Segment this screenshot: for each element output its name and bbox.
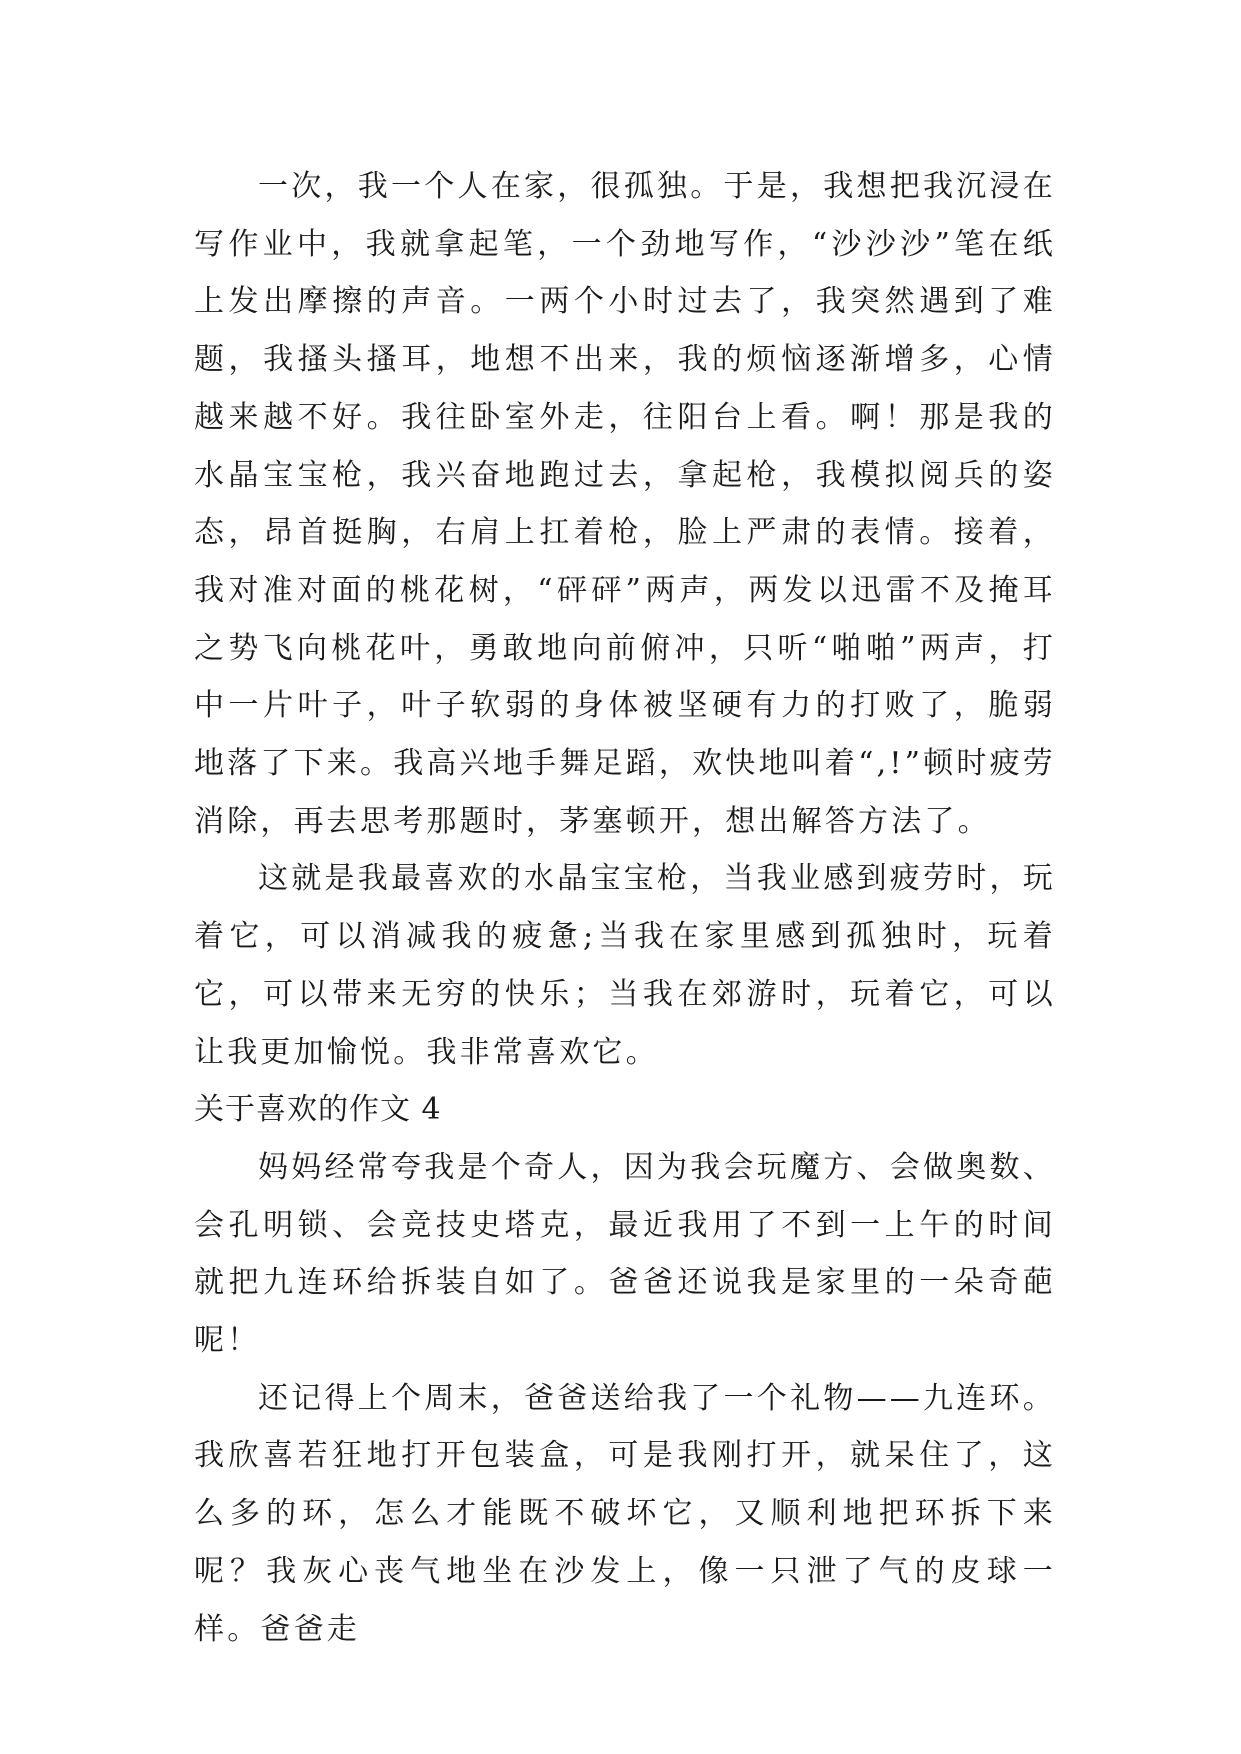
paragraph-conclusion: 这就是我最喜欢的水晶宝宝枪，当我业感到疲劳时，玩着它，可以消减我的疲惫;当我在家里感到孤独时，玩着它，可以带来无穷的快乐；当我在郊游时，玩着它，可以让我更加愉悦。我非常喜欢它。: [194, 861, 1056, 1070]
essay-heading: 关于喜欢的作文 4: [194, 1092, 442, 1128]
paragraph-toy-gun-story: 一次，我一个人在家，很孤独。于是，我想把我沉浸在写作业中，我就拿起笔，一个劲地写作，“沙沙沙”笔在纸上发出摩擦的声音。一两个小时过去了，我突然遇到了难题，我搔头搔耳，地想不出来，我的烦恼逐渐增多，心情越来越不好。我往卧室外走，往阳台上看。啊！那是我的水晶宝宝枪，我兴奋地跑过去，拿起枪，我模拟阅兵的姿态，昂首挺胸，右肩上扛着枪，脸上严肃的表情。接着，我对准对面的桃花树，“砰砰”两声，两发以迅雷不及掩耳之势飞向桃花叶，勇敢地向前俯冲，只听“啪啪”两声，打中一片叶子，叶子软弱的身体被坚硬有力的打败了，脆弱地落了下来。我高兴地手舞足蹈，欢快地叫着“,!”顿时疲劳消除，再去思考那题时，茅塞顿开，想出解答方法了。: [194, 169, 1056, 839]
paragraph-intro-puzzles: 妈妈经常夸我是个奇人，因为我会玩魔方、会做奥数、会孔明锁、会竞技史塔克，最近我用了不到一上午的时间就把九连环给拆装自如了。爸爸还说我是家里的一朵奇葩呢！: [194, 1149, 1056, 1359]
paragraph-nine-rings: 还记得上个周末，爸爸送给我了一个礼物——九连环。我欣喜若狂地打开包装盒，可是我刚打开，就呆住了，这么多的环，怎么才能既不破坏它，又顺利地把环拆下来呢？我灰心丧气地坐在沙发上，像一只泄了气的皮球一样。爸爸走: [194, 1380, 1056, 1647]
document-body: [194, 158, 1056, 1658]
